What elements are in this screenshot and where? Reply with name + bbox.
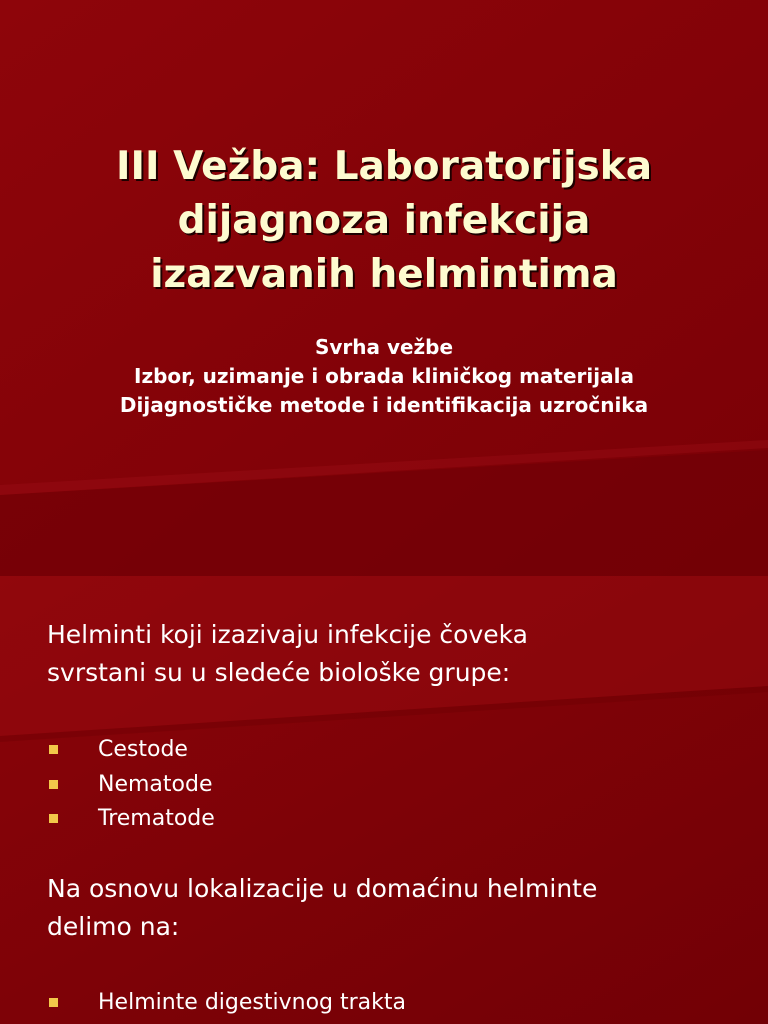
subtitle-line: Izbor, uzimanje i obrada kliničkog materijala <box>134 364 634 388</box>
location-intro <box>47 870 597 946</box>
groups-list <box>46 733 215 837</box>
intro-line: delimo na: <box>47 912 180 941</box>
location-list <box>46 986 406 1021</box>
square-bullet-icon <box>49 814 58 823</box>
list-item-label: Trematode <box>98 806 215 831</box>
list-item-label: Helminte digestivnog trakta <box>98 990 406 1015</box>
subtitle-line: Dijagnostičke metode i identifikacija uzročnika <box>119 393 649 417</box>
list-item <box>46 768 215 803</box>
list-item <box>46 733 215 768</box>
square-bullet-icon <box>49 998 58 1007</box>
title-line: izazvanih helmintima <box>150 252 618 297</box>
subtitle-line: Svrha vežbe <box>314 335 454 359</box>
groups-intro <box>47 616 528 692</box>
square-bullet-icon <box>49 745 58 754</box>
list-item-label: Nematode <box>98 771 213 797</box>
list-item <box>46 986 406 1021</box>
intro-line: Na osnovu lokalizacije u domaćinu helminte <box>47 874 598 903</box>
intro-line: svrstani su u sledeće biološke grupe: <box>47 658 511 687</box>
list-item <box>46 802 215 837</box>
slide-subtitle <box>0 333 768 420</box>
intro-line: Helminti koji izazivaju infekcije čoveka <box>47 620 528 649</box>
square-bullet-icon <box>49 780 58 789</box>
title-line: dijagnoza infekcija <box>177 198 591 243</box>
list-item-label: Cestode <box>98 737 188 762</box>
slide-title <box>0 140 768 302</box>
content-slide <box>0 576 768 1024</box>
title-line: III Vežba: Laboratorijska <box>115 144 653 189</box>
